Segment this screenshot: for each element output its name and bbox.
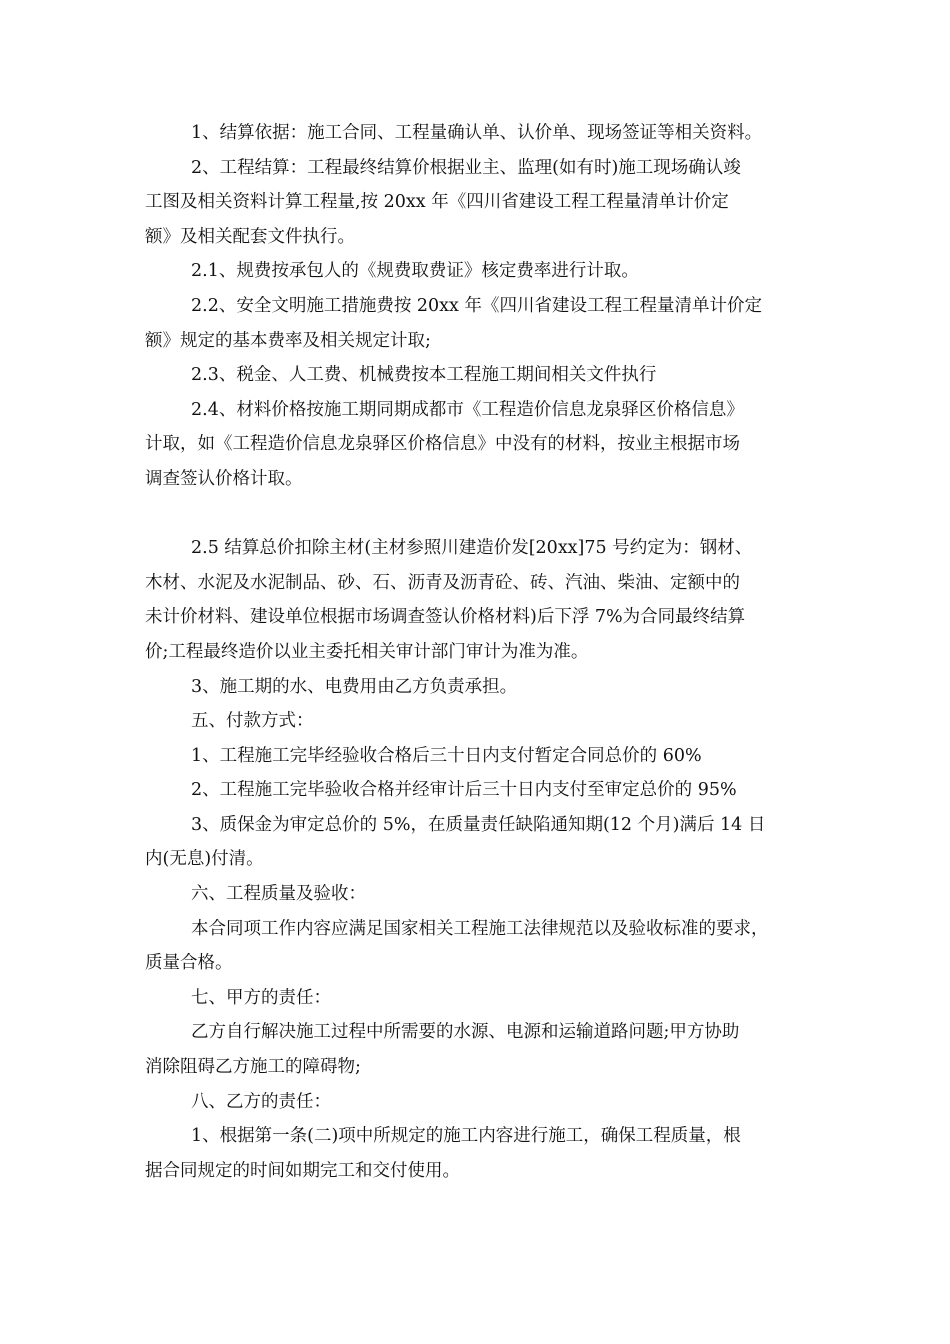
text-line: 额》及相关配套文件执行。 <box>145 226 355 247</box>
text-line: 3、施工期的水、电费用由乙方负责承担。 <box>191 676 518 697</box>
text-line: 五、付款方式： <box>191 711 314 732</box>
paragraph-party-a <box>145 1015 820 1084</box>
section-heading-quality <box>145 877 820 912</box>
text-line: 未计价材料、建设单位根据市场调查签认价格材料)后下浮 7%为合同最终结算 <box>145 607 746 628</box>
paragraph-payment-3 <box>145 808 820 877</box>
text-line: 乙方自行解决施工过程中所需要的水源、电源和运输道路问题;甲方协助 <box>191 1022 740 1043</box>
paragraph-2-4 <box>145 393 820 497</box>
text-line: 质量合格。 <box>145 953 233 974</box>
paragraph-quality <box>145 912 820 981</box>
text-line: 工图及相关资料计算工程量,按 20xx 年《四川省建设工程工程量清单计价定 <box>145 192 729 213</box>
paragraph-settlement-basis <box>145 116 820 151</box>
paragraph-payment-2 <box>145 773 820 808</box>
text-line: 2、工程施工完毕验收合格并经审计后三十日内支付至审定总价的 95% <box>191 780 737 801</box>
text-line: 2.3、税金、人工费、机械费按本工程施工期间相关文件执行 <box>191 365 657 386</box>
text-line: 2、工程结算：工程最终结算价根据业主、监理(如有时)施工现场确认竣 <box>191 157 741 178</box>
paragraph-project-settlement <box>145 151 820 255</box>
paragraph-payment-1 <box>145 739 820 774</box>
text-line: 六、工程质量及验收： <box>191 884 366 905</box>
text-line: 2.1、规费按承包人的《规费取费证》核定费率进行计取。 <box>191 261 639 282</box>
text-line: 1、根据第一条(二)项中所规定的施工内容进行施工，确保工程质量，根 <box>191 1126 741 1147</box>
text-line: 消除阻碍乙方施工的障碍物; <box>145 1057 361 1078</box>
text-line: 计取，如《工程造价信息龙泉驿区价格信息》中没有的材料，按业主根据市场 <box>145 434 740 455</box>
text-line: 八、乙方的责任： <box>191 1091 331 1112</box>
section-heading-party-b <box>145 1085 820 1120</box>
paragraph-water-electricity <box>145 670 820 705</box>
text-line: 3、质保金为审定总价的 5%，在质量责任缺陷通知期(12 个月)满后 14 日 <box>191 814 766 835</box>
text-line: 额》规定的基本费率及相关规定计取; <box>145 330 431 351</box>
text-line: 据合同规定的时间如期完工和交付使用。 <box>145 1160 460 1181</box>
paragraph-2-3 <box>145 358 820 393</box>
document-body <box>145 116 820 1188</box>
section-heading-payment <box>145 704 820 739</box>
text-line: 2.4、材料价格按施工期同期成都市《工程造价信息龙泉驿区价格信息》 <box>191 399 744 420</box>
text-line: 2.2、安全文明施工措施费按 20xx 年《四川省建设工程工程量清单计价定 <box>191 295 762 316</box>
text-line: 1、工程施工完毕经验收合格后三十日内支付暂定合同总价的 60% <box>191 745 702 766</box>
text-line: 本合同项工作内容应满足国家相关工程施工法律规范以及验收标准的要求， <box>191 918 769 939</box>
text-line: 调查签认价格计取。 <box>145 468 303 489</box>
paragraph-2-1 <box>145 254 820 289</box>
section-heading-party-a <box>145 981 820 1016</box>
text-line: 2.5 结算总价扣除主材(主材参照川建造价发[20xx]75 号约定为：钢材、 <box>191 538 753 559</box>
text-line: 价;工程最终造价以业主委托相关审计部门审计为准为准。 <box>145 641 589 662</box>
text-line: 1、结算依据：施工合同、工程量确认单、认价单、现场签证等相关资料。 <box>191 123 763 143</box>
text-line: 木材、水泥及水泥制品、砂、石、沥青及沥青砼、砖、汽油、柴油、定额中的 <box>145 572 740 593</box>
text-line: 七、甲方的责任： <box>191 987 331 1008</box>
text-line: 内(无息)付清。 <box>145 849 264 870</box>
paragraph-2-5 <box>145 531 820 669</box>
blank-line <box>145 497 820 532</box>
paragraph-party-b-1 <box>145 1119 820 1188</box>
paragraph-2-2 <box>145 289 820 358</box>
